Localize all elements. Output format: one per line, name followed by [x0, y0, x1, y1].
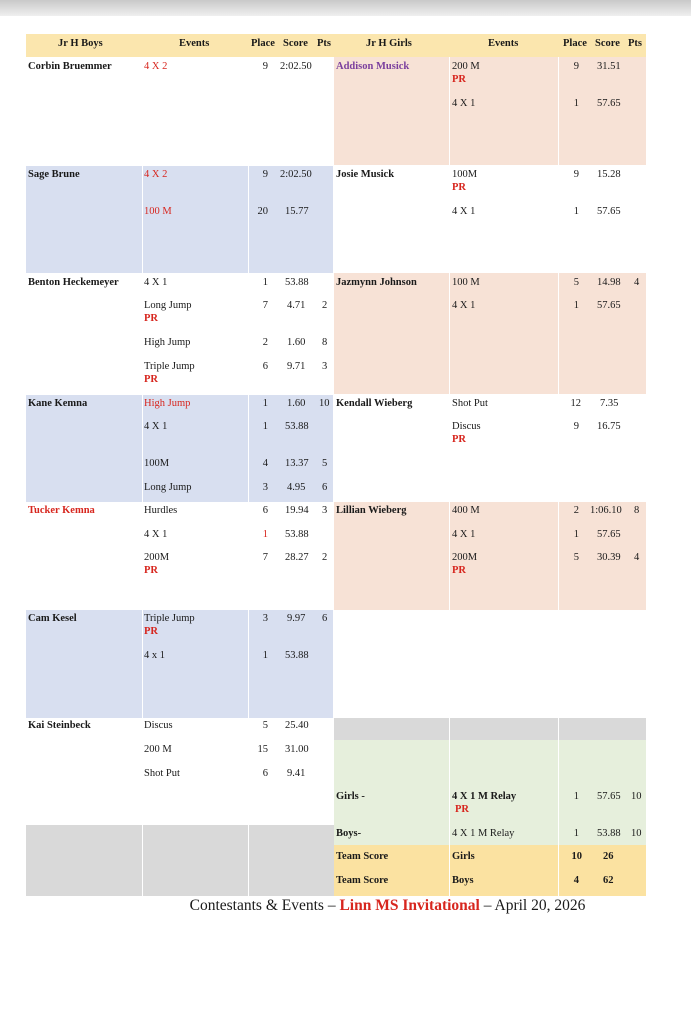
pr-badge: PR — [144, 565, 158, 576]
score: 57.65 — [597, 529, 621, 540]
pts: 10 — [319, 398, 330, 409]
header-score-girls: Score — [595, 38, 620, 49]
score: 53.88 — [285, 650, 309, 661]
place: 12 — [570, 398, 581, 409]
pts: 6 — [322, 482, 328, 493]
header-pts-boys: Pts — [317, 38, 331, 49]
pts: 2 — [322, 552, 328, 563]
boys-block-cam — [26, 610, 333, 718]
score: 15.28 — [597, 169, 621, 180]
score: 16.75 — [597, 421, 621, 432]
place: 1 — [262, 277, 268, 288]
header-events-boys: Events — [179, 38, 210, 49]
pr-badge: PR — [452, 182, 466, 193]
athlete-name: Tucker Kemna — [28, 505, 95, 516]
place: 1 — [573, 300, 579, 311]
place: 9 — [573, 169, 579, 180]
event: 100M — [452, 169, 478, 180]
athlete-name: Benton Heckemeyer — [28, 277, 119, 288]
event: 4 X 2 — [144, 61, 168, 72]
place: 3 — [262, 613, 268, 624]
team-score-value: 62 — [603, 875, 614, 886]
pts: 4 — [634, 552, 640, 563]
event: 100M — [144, 458, 170, 469]
team-score-label: Team Score — [336, 851, 389, 862]
team-score-group: Boys — [452, 875, 474, 886]
pts: 8 — [322, 337, 328, 348]
place: 1 — [573, 529, 579, 540]
gray-block-left — [26, 825, 334, 896]
pr-badge: PR — [452, 434, 466, 445]
event: 200 M — [144, 744, 172, 755]
caption-prefix: Contestants & Events – — [189, 897, 340, 914]
header-score-boys: Score — [283, 38, 308, 49]
relay-girls-place: 1 — [573, 791, 579, 802]
athlete-name: Addison Musick — [336, 61, 410, 72]
event: 200 M — [452, 61, 480, 72]
event: 4 X 1 — [452, 206, 476, 217]
score: 9.41 — [287, 768, 306, 779]
relay-boys-place: 1 — [573, 828, 579, 839]
score: 31.00 — [285, 744, 309, 755]
place: 5 — [573, 552, 579, 563]
score: 53.88 — [285, 529, 309, 540]
event: Triple Jump — [144, 361, 195, 372]
place: 15 — [257, 744, 268, 755]
athlete-name: Kane Kemna — [28, 398, 88, 409]
team-score-label: Team Score — [336, 875, 389, 886]
event: 4 X 1 — [144, 421, 168, 432]
boys-block-sage — [26, 166, 333, 273]
pts: 5 — [322, 458, 328, 469]
score: 1.60 — [287, 337, 306, 348]
girls-block-addison — [334, 57, 646, 165]
athlete-name: Kendall Wieberg — [336, 398, 413, 409]
athlete-name: Lillian Wieberg — [336, 505, 407, 516]
event: Shot Put — [144, 768, 180, 779]
place: 1 — [573, 206, 579, 217]
relay-girls-event: 4 X 1 M Relay — [452, 791, 517, 802]
place: 6 — [262, 768, 268, 779]
pts: 3 — [322, 505, 328, 516]
relay-girls-label: Girls - — [336, 791, 365, 802]
place: 1 — [262, 398, 268, 409]
athlete-name: Corbin Bruemmer — [28, 61, 112, 72]
relay-boys-label: Boys- — [336, 828, 362, 839]
event: Discus — [452, 421, 481, 432]
header-place-girls: Place — [563, 38, 587, 49]
event: Long Jump — [144, 482, 192, 493]
athlete-name: Cam Kesel — [28, 613, 77, 624]
score: 53.88 — [285, 277, 309, 288]
athlete-name: Josie Musick — [336, 169, 395, 180]
place: 2 — [262, 337, 268, 348]
place: 1 — [262, 529, 268, 540]
place: 9 — [262, 169, 268, 180]
caption-suffix: – April 20, 2026 — [479, 897, 586, 914]
footer-caption — [0, 897, 691, 915]
pts: 3 — [322, 361, 328, 372]
place: 4 — [262, 458, 268, 469]
event: 400 M — [452, 505, 480, 516]
event: 4 X 1 — [452, 98, 476, 109]
score: 30.39 — [597, 552, 621, 563]
event: 4 x 1 — [144, 650, 165, 661]
place: 9 — [262, 61, 268, 72]
score: 9.97 — [287, 613, 306, 624]
pr-badge: PR — [455, 804, 469, 815]
pts: 8 — [634, 505, 640, 516]
athlete-name: Kai Steinbeck — [28, 720, 91, 731]
place: 20 — [257, 206, 268, 217]
score: 4.95 — [287, 482, 306, 493]
team-score-value: 26 — [603, 851, 614, 862]
score: 28.27 — [285, 552, 309, 563]
score: 1:06.10 — [590, 505, 622, 516]
girls-block-jazmynn — [334, 273, 646, 394]
team-score-place: 10 — [571, 851, 582, 862]
caption-title: Linn MS Invitational — [339, 897, 480, 914]
pr-badge: PR — [144, 626, 158, 637]
gray-bar-right — [334, 718, 646, 740]
score: 2:02.50 — [280, 169, 312, 180]
place: 3 — [262, 482, 268, 493]
place: 7 — [262, 300, 268, 311]
event: 200M — [452, 552, 478, 563]
pr-badge: PR — [144, 313, 158, 324]
header-girls: Jr H Girls — [366, 38, 412, 49]
event: Shot Put — [452, 398, 488, 409]
score: 57.65 — [597, 206, 621, 217]
event: 4 X 1 — [144, 277, 168, 288]
relay-boys-pts: 10 — [631, 828, 642, 839]
header-row — [26, 34, 646, 57]
event: 4 X 1 — [144, 529, 168, 540]
team-score-group: Girls — [452, 851, 475, 862]
pr-badge: PR — [144, 374, 158, 385]
score: 2:02.50 — [280, 61, 312, 72]
pts: 4 — [634, 277, 640, 288]
event: Hurdles — [144, 505, 178, 516]
score: 15.77 — [285, 206, 309, 217]
place: 1 — [573, 98, 579, 109]
score: 13.37 — [285, 458, 309, 469]
pr-badge: PR — [452, 565, 466, 576]
event: High Jump — [144, 337, 191, 348]
score: 1.60 — [287, 398, 306, 409]
event: 4 X 1 — [452, 300, 476, 311]
relay-boys-event: 4 X 1 M Relay — [452, 828, 515, 839]
pr-badge: PR — [452, 74, 466, 85]
event: 4 X 1 — [452, 529, 476, 540]
header-pts-girls: Pts — [628, 38, 642, 49]
place: 1 — [262, 650, 268, 661]
athlete-name: Sage Brune — [28, 169, 80, 180]
place: 1 — [262, 421, 268, 432]
relay-boys-score: 53.88 — [597, 828, 621, 839]
place: 6 — [262, 361, 268, 372]
place: 6 — [262, 505, 268, 516]
score: 57.65 — [597, 300, 621, 311]
place: 9 — [573, 61, 579, 72]
score: 25.40 — [285, 720, 309, 731]
event: Triple Jump — [144, 613, 195, 624]
relay-girls-score: 57.65 — [597, 791, 621, 802]
event: 200M — [144, 552, 170, 563]
place: 5 — [573, 277, 579, 288]
header-boys: Jr H Boys — [58, 38, 103, 49]
header-events-girls: Events — [488, 38, 519, 49]
score: 14.98 — [597, 277, 621, 288]
athlete-name: Jazmynn Johnson — [336, 277, 417, 288]
score: 53.88 — [285, 421, 309, 432]
relay-girls-pts: 10 — [631, 791, 642, 802]
score: 19.94 — [285, 505, 309, 516]
event: 100 M — [452, 277, 480, 288]
team-score-place: 4 — [573, 875, 579, 886]
score: 7.35 — [600, 398, 619, 409]
place: 2 — [573, 505, 579, 516]
score: 57.65 — [597, 98, 621, 109]
event: Discus — [144, 720, 173, 731]
place: 7 — [262, 552, 268, 563]
score: 9.71 — [287, 361, 306, 372]
header-place-boys: Place — [251, 38, 275, 49]
score: 4.71 — [287, 300, 306, 311]
event: 4 X 2 — [144, 169, 168, 180]
score: 31.51 — [597, 61, 621, 72]
place: 5 — [262, 720, 268, 731]
event: High Jump — [144, 398, 191, 409]
event: Long Jump — [144, 300, 192, 311]
place: 9 — [573, 421, 579, 432]
pts: 6 — [322, 613, 328, 624]
event: 100 M — [144, 206, 172, 217]
pts: 2 — [322, 300, 328, 311]
